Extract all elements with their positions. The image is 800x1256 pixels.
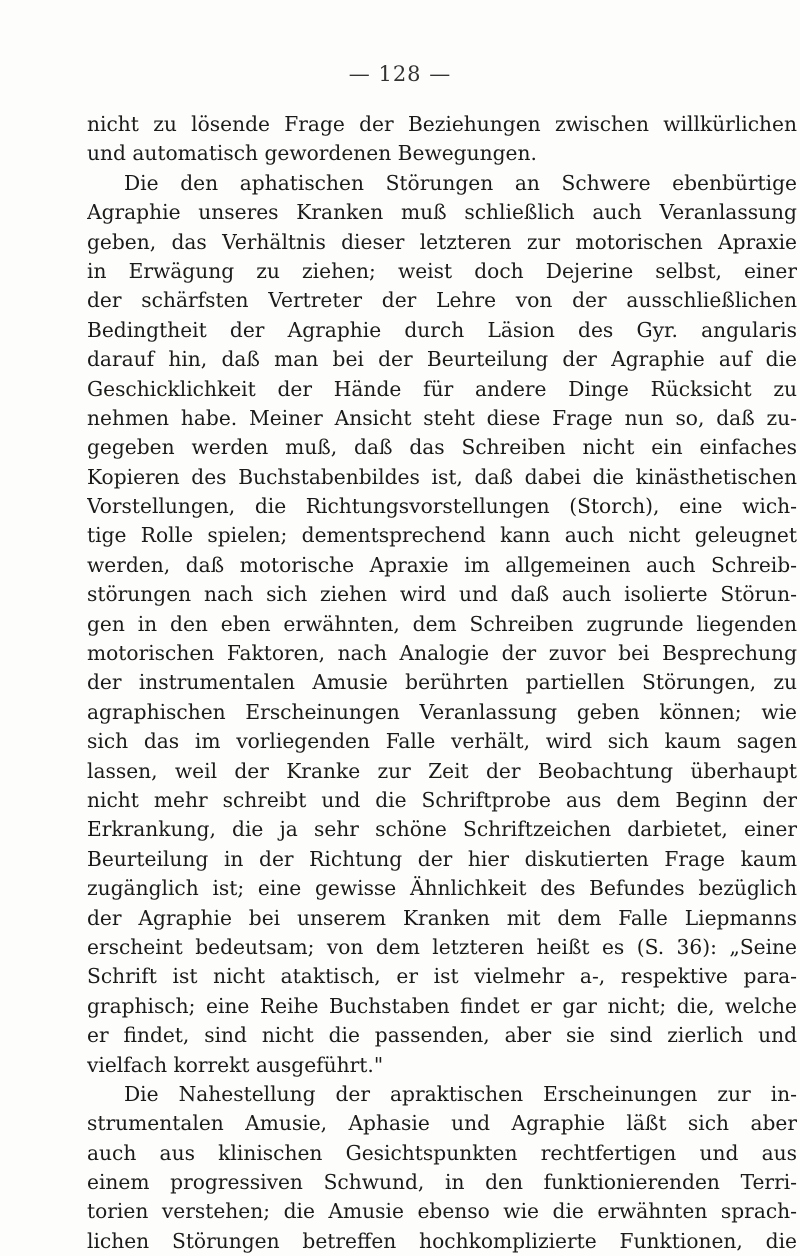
text-line: und automatisch gewordenen Bewegungen. — [87, 141, 537, 166]
text-line: darauf hin, daß man bei der Beurteilung der Agraphie auf die — [87, 347, 797, 372]
text-line: torien verstehen; die Amusie ebenso wie die erwähnten sprach- — [87, 1199, 797, 1224]
text-line: Schrift ist nicht ataktisch, er ist vielmehr a-, respektive para- — [87, 964, 797, 989]
text-line: der schärfsten Vertreter der Lehre von der ausschließlichen — [87, 288, 797, 313]
text-line: geben, das Verhältnis dieser letzteren zur motorischen Apraxie — [87, 229, 797, 254]
text-line: Erkrankung, die ja sehr schöne Schriftzeichen darbietet, einer — [87, 817, 797, 842]
page-number: — 128 — — [348, 62, 452, 86]
text-line: motorischen Faktoren, nach Analogie der zuvor bei Besprechung — [87, 641, 797, 666]
text-line: Agraphie unseres Kranken muß schließlich auch Veranlassung — [87, 200, 797, 225]
text-line: sich das im vorliegenden Falle verhält, wird sich kaum sagen — [87, 729, 797, 754]
text-line: tige Rolle spielen; dementsprechend kann auch nicht geleugnet — [87, 523, 797, 548]
text-line: der Agraphie bei unserem Kranken mit dem Falle Liepmanns — [87, 905, 797, 930]
text-line: Die Nahestellung der apraktischen Erscheinungen zur in- — [124, 1081, 797, 1106]
text-line: der instrumentalen Amusie berührten partiellen Störungen, zu — [87, 670, 797, 695]
text-line: graphisch; eine Reihe Buchstaben findet er gar nicht; die, welche — [87, 993, 797, 1018]
text-line: auch aus klinischen Gesichtspunkten rechtfertigen und aus — [87, 1140, 797, 1165]
text-line: er findet, sind nicht die passenden, aber sie sind zierlich und — [87, 1023, 797, 1048]
text-line: nehmen habe. Meiner Ansicht steht diese Frage nun so, daß zu- — [87, 405, 797, 430]
text-line: störungen nach sich ziehen wird und daß auch isolierte Störun- — [87, 582, 797, 607]
text-line: Bedingtheit der Agraphie durch Läsion des Gyr. angularis — [87, 317, 797, 342]
text-line: Beurteilung in der Richtung der hier diskutierten Frage kaum — [87, 846, 797, 871]
text-line: nicht zu lösende Frage der Beziehungen zwischen willkürlichen — [87, 112, 797, 136]
text-line: Vorstellungen, die Richtungsvorstellungen (Storch), eine wich- — [87, 494, 797, 519]
text-line: nicht mehr schreibt und die Schriftprobe aus dem Beginn der — [87, 787, 797, 812]
text-line: Geschicklichkeit der Hände für andere Dinge Rücksicht zu — [87, 376, 797, 401]
text-line: gen in den eben erwähnten, dem Schreiben zugrunde liegenden — [87, 611, 797, 636]
text-line: zugänglich ist; eine gewisse Ähnlichkeit des Befundes bezüglich — [87, 876, 797, 901]
text-line: vielfach korrekt ausgeführt." — [87, 1052, 384, 1077]
text-line: einem progressiven Schwund, in den funktionierenden Terri- — [87, 1170, 797, 1195]
text-line: in Erwägung zu ziehen; weist doch Dejerine selbst, einer — [87, 258, 797, 283]
text-line: erscheint bedeutsam; von dem letzteren heißt es (S. 36): „Seine — [87, 934, 797, 959]
text-line: strumentalen Amusie, Aphasie und Agraphie läßt sich aber — [87, 1111, 797, 1136]
text-line: lichen Störungen betreffen hochkomplizierte Funktionen, die — [87, 1228, 797, 1253]
body-text — [87, 110, 797, 1256]
text-line: werden, daß motorische Apraxie im allgemeinen auch Schreib- — [87, 552, 797, 577]
text-line: lassen, weil der Kranke zur Zeit der Beobachtung überhaupt — [87, 758, 797, 783]
text-line: Kopieren des Buchstabenbildes ist, daß dabei die kinästhetischen — [87, 464, 797, 489]
text-line: Die den aphatischen Störungen an Schwere ebenbürtige — [124, 170, 797, 195]
text-line: gegeben werden muß, daß das Schreiben nicht ein einfaches — [87, 435, 797, 460]
text-line: agraphischen Erscheinungen Veranlassung geben können; wie — [87, 699, 797, 724]
